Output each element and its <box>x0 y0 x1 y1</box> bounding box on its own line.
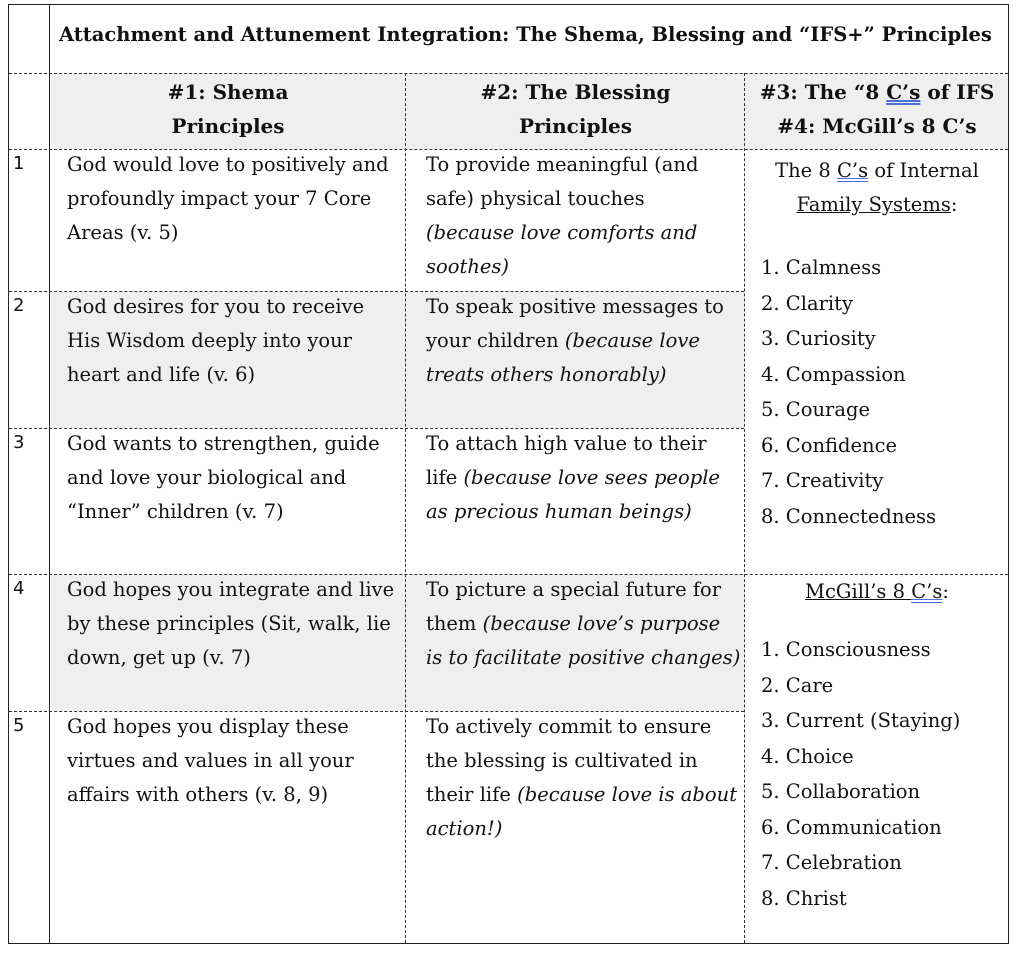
blessing-principle: To actively commit to ensure the blessing is cultivated in their life (because love is about action!) <box>426 715 738 840</box>
col-1-divider <box>405 73 406 943</box>
list-item: 2. Care <box>761 673 834 697</box>
shema-principle: God desires for you to receive His Wisdom deeply into your heart and life (v. 6) <box>67 295 365 386</box>
list-item: 3. Current (Staying) <box>761 709 961 732</box>
blessing-principle: To attach high value to their life (because love sees people as precious human beings) <box>426 432 720 523</box>
col-2-divider <box>744 73 745 943</box>
mcgill-list <box>761 632 960 916</box>
col-1-header <box>51 75 405 143</box>
blessing-reason: (because love’s purpose is to facilitate positive changes) <box>426 612 741 669</box>
list-item: 3. Curiosity <box>761 327 876 350</box>
col-3-header <box>746 75 1008 143</box>
list-item: 4. Choice <box>761 744 854 768</box>
blessing-reason: (because love is about action!) <box>426 783 738 840</box>
list-item: 2. Clarity <box>761 291 853 315</box>
list-item: 7. Creativity <box>761 469 884 492</box>
list-item: 5. Courage <box>761 398 870 421</box>
col-1-header-line-2: Principles <box>171 114 285 138</box>
list-item: 1. Calmness <box>761 256 882 279</box>
row-number: 4 <box>13 578 25 599</box>
num-column-divider <box>49 5 50 943</box>
list-item: 7. Celebration <box>761 851 902 874</box>
blessing-principle: To provide meaningful (and safe) physical touches (because love comforts and soothes) <box>426 153 699 278</box>
blessing-reason: (because love treats others honorably) <box>426 329 700 386</box>
col-3-header-line-2: #4: McGill’s 8 C’s <box>777 114 977 138</box>
table-title: Attachment and Attunement Integration: The Shema, Blessing and “IFS+” Principles <box>59 23 992 46</box>
row-number: 2 <box>13 295 25 316</box>
list-item: 6. Confidence <box>761 433 898 457</box>
row-number: 3 <box>13 432 25 453</box>
list-item: 1. Consciousness <box>761 638 931 661</box>
shema-principle: God hopes you integrate and live by these principles (Sit, walk, lie down, get up (v. 7) <box>67 578 395 669</box>
list-item: 8. Connectedness <box>761 504 937 528</box>
ifs-heading: The 8 C’s of Internal Family Systems: <box>775 159 979 216</box>
blessing-principle: To picture a special future for them (because love’s purpose is to facilitate positive changes) <box>426 578 741 669</box>
col-3-header-line-1: #3: The “8 C’s of IFS <box>759 80 995 104</box>
ifs-list <box>761 250 936 534</box>
blessing-reason: (because love sees people as precious human beings) <box>426 466 720 523</box>
list-item: 6. Communication <box>761 815 942 839</box>
row-number: 5 <box>13 715 25 736</box>
shema-principle: God hopes you display these virtues and values in all your affairs with others (v. 8, 9) <box>67 715 354 806</box>
cs-underlined: C’s <box>886 80 921 104</box>
blessing-reason: (because love comforts and soothes) <box>426 221 698 278</box>
col-1-header-line-1: #1: Shema <box>167 80 289 104</box>
principles-table <box>8 4 1009 944</box>
row-number: 1 <box>13 153 25 174</box>
col-2-header <box>407 75 744 143</box>
list-item: 8. Christ <box>761 886 847 910</box>
list-item: 5. Collaboration <box>761 780 921 803</box>
blessing-principle: To speak positive messages to your children (because love treats others honorably) <box>426 295 724 386</box>
mcgill-heading: McGill’s 8 C’s: <box>805 580 949 603</box>
shema-principle: God would love to positively and profoundly impact your 7 Core Areas (v. 5) <box>67 153 389 244</box>
title-divider <box>9 73 1008 74</box>
shema-principle: God wants to strengthen, guide and love your biological and “Inner” children (v. 7) <box>67 432 380 523</box>
col-2-header-line-2: Principles <box>518 114 633 138</box>
col-2-header-line-1: #2: The Blessing <box>480 80 671 104</box>
list-item: 4. Compassion <box>761 362 906 386</box>
